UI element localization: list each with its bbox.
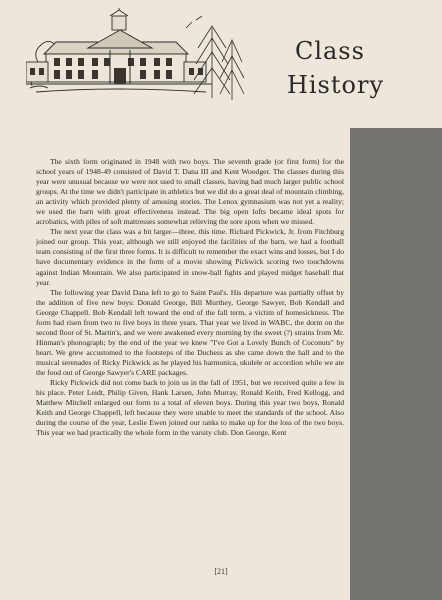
article-body: [36, 157, 344, 438]
paragraph: The sixth form originated in 1948 with two boys. The seventh grade (or first form) for the school years of 1948-49 consisted of David T. Dana III and Kent Woodger. The classes during this year were unusual because we were not used to small classes, having had much larger public school groups. At the time we didn't participate in athletics but we did do a great deal of mountain climbing, an activity which provided plenty of amusing stories. The Lenox gymnasium was not yet a reality; we used the barn with great effectiveness instead. The big open lofts became ideal spots for acrobatics, with piles of soft mattresses somewhat relieving the sore spots when we missed.: [36, 157, 344, 227]
paragraph: The following year David Dana left to go to Saint Paul's. His departure was partially offset by the addition of five new boys: Donald George, Bill Murthey, George Sawyer, Bob Kendall and George Chappell. Bob Kendall left toward the end of the fall term, a victim of homesickness. The form had risen from two to five boys in three years. That year we lived in WABC, the dorm on the second floor of St. Martin's, and we were awakened every morning by the sweet (?) strains from Mr. Hinman's phonograph; by the end of the year we knew "I've Got a Lovely Bunch of Coconuts" by heart. We grew accustomed to the footsteps of the Duchess as she came down the hall and to the musical serenades of Ricky Pickwick as he played his harmonica, ukulele or accordion while we ate the food out of George Sawyer's CARE packages.: [36, 287, 344, 377]
paragraph: Ricky Pickwick did not come back to join us in the fall of 1951, but we received quite a few in his place. Peter Leidt, Philip Given, Hank Larsen, John Murray, Ronald Keith, Fred Kellogg, and Matthew Mitchell enlarged our form to a total of eleven boys. During this year two boys, Ronald Keith and George Chappell, left because they were unable to meet the standards of the school. Also during the course of the year, Leslie Ewen joined our ranks to make up for the loss of the two boys. This year we had practically the whole form in the varsity club. Don George, Kent: [36, 378, 344, 438]
paragraph: The next year the class was a bit larger—three, this time. Richard Pickwick, Jr. from Fitchburg joined our group. This year, although we still enjoyed the facilities of the barn, we had a football team consisting of the first three forms. It is difficult to remember the exact wins and losses, but I do have documentary evidence in the form of a movie showing Pickwick scoring two touchdowns against Indian Mountain. We also participated in snow-ball fights and played midget baseball that year.: [36, 227, 344, 287]
school-building-illustration: [26, 8, 246, 106]
page-title: [286, 34, 384, 102]
title-line-1: Class: [294, 37, 365, 65]
page-number: [21]: [214, 567, 228, 576]
grey-side-panel: [350, 128, 442, 600]
title-line-2: History: [286, 71, 384, 99]
